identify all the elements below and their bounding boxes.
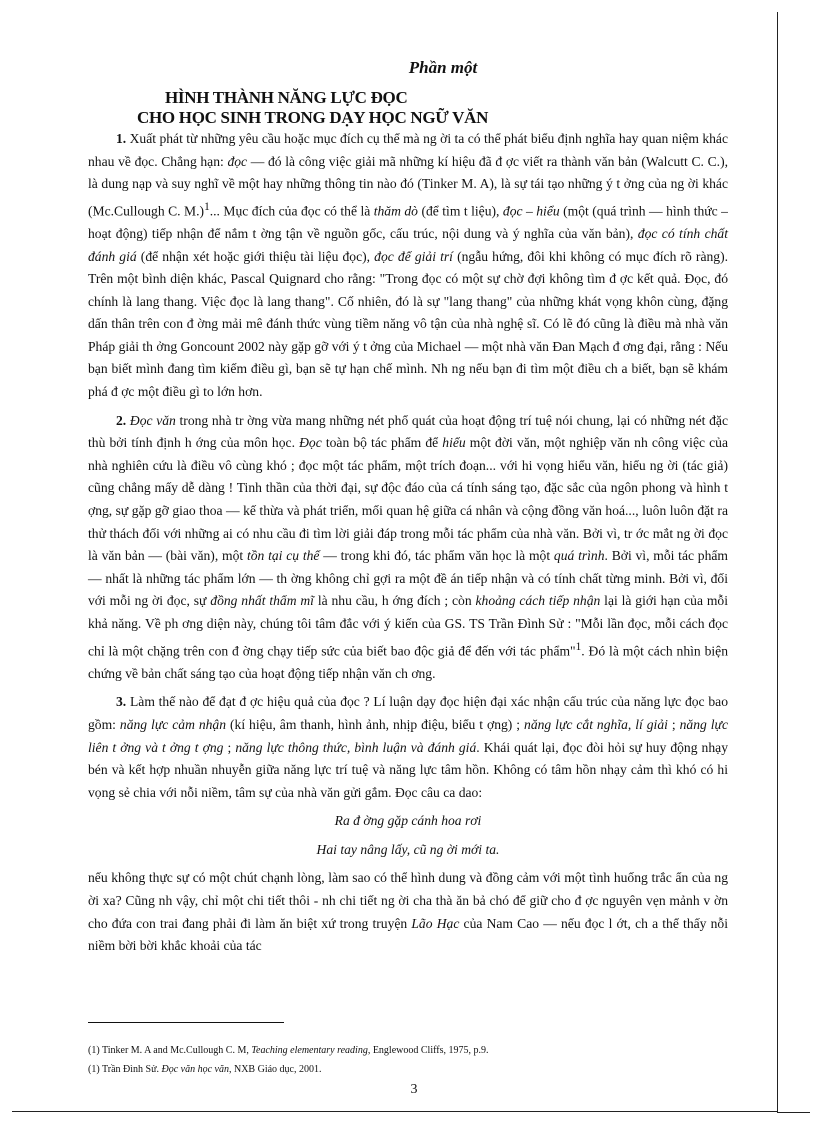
footnote-2 bbox=[88, 1063, 321, 1076]
emphasis: đọc – hiểu bbox=[502, 203, 560, 219]
footnote-ref[interactable]: 1 bbox=[204, 200, 210, 213]
footnote-text: (1) Trần Đình Sử. bbox=[88, 1064, 162, 1075]
section-number: 2. bbox=[116, 412, 127, 428]
emphasis: tồn tại cụ thể bbox=[246, 548, 320, 564]
body-text bbox=[88, 128, 728, 964]
text-run: (kí hiệu, âm thanh, hình ảnh, nhịp điệu, biểu t ợng) ; bbox=[226, 716, 525, 732]
part-heading: Phần một bbox=[408, 58, 478, 77]
text-run: toàn bộ tác phẩm để bbox=[321, 435, 443, 451]
verse-line-2: Hai tay nâng lấy, cũ ng ời mới ta. bbox=[316, 841, 500, 857]
text-run: nếu không thực sự có một chút chạnh lòng, làm sao có thể hình dung và đồng cảm với một tình huống trắc ẩn của ng ời xa? Cũng nh vậy, chỉ một chi tiết thôi - nh chi tiết ng ời cha thà ăn bả chó để giữ cho đ ợc nguyên vẹn mảnh v ờn cho đứa con trai đang phải đi làm ăn biệt xứ trong truyện bbox=[88, 870, 728, 931]
text-run: . Bởi vì, mỗi tác phẩm — nhất là những tác phẩm lớn — th ờng không chỉ gợi ra một đề án tiếp nhận và có tính chất từng minh. Bởi vì, đối với mỗi ng ời đọc, sự bbox=[88, 548, 728, 609]
text-run: ; bbox=[223, 739, 236, 755]
text-run: ; bbox=[667, 716, 680, 732]
text-run: (để tìm t liệu), bbox=[417, 203, 503, 219]
emphasis: đọc để giải trí bbox=[374, 248, 453, 264]
emphasis: khoảng cách tiếp nhận bbox=[475, 593, 601, 609]
paragraph-3-continued bbox=[88, 867, 728, 957]
emphasis: Đọc bbox=[299, 435, 322, 451]
text-run: Làm thế nào để đạt đ ợc hiệu quả của đọc ? Lí luận dạy đọc hiện đại xác nhận cấu trúc của năng lực đọc bao gồm: bbox=[88, 694, 728, 732]
text-run: — đó là công việc giải mã những kí hiệu đã đ ợc viết ra thành văn bản (Walcutt C. C.), là dung nạp và suy nghĩ về một hay những thông tin nào đó (Tinker M. A), là sự tái tạo những ý t ởng của ng ời khác (Mc.Cullough C. M.) bbox=[88, 153, 728, 219]
emphasis: Đọc văn bbox=[129, 412, 176, 428]
text-run: (ngẫu hứng, đôi khi không có mục đích rõ ràng). Trên một bình diện khác, Pascal Quignard cho rằng: "Trong đọc có một sự chờ đợi không tìm đ ợc kết quả. Đọc, đó chính là lang thang. Việc đọc là lang thang". Cố nhiên, đó là sự "lang thang" của những khát vọng khôn cùng, đặng dấn thân trên con đ ờng mải mê đánh thức vùng tiềm năng vô tận của nhà nghệ sĩ. Có lẽ đó cũng là điều mà nhà văn Pháp giải th ởng Goncount 2002 này gặp gỡ với ý t ởng của Michael — một nhà văn Đan Mạch đ ơng đại, rằng : Nếu bạn biết mình đang tìm kiếm điều gì, bạn sẽ tự hạn chế mình. Nh ng nếu bạn đi tìm một điều ch a biết, bạn sẽ khám phá đ ợc một điều gì to lớn hơn. bbox=[88, 248, 729, 400]
text-run: lại là giới hạn của mỗi khả năng. Về ph ơng diện này, chúng tôi tâm đắc với ý kiến của GS. TS Trần Đình Sử : "Mỗi lần đọc, mỗi cách đọc chỉ là một chặng trên con đ ờng chạy tiếp sức của biết bao độc giả để đến với tác phẩm" bbox=[88, 593, 729, 659]
text-run: ... Mục đích của đọc có thể là bbox=[209, 203, 374, 219]
emphasis: đồng nhất thẩm mĩ bbox=[210, 593, 314, 609]
emphasis: năng lực liên t ởng và t ởng t ợng bbox=[88, 716, 728, 755]
title-line-1: HÌNH THÀNH NĂNG LỰC ĐỌC bbox=[165, 88, 408, 107]
text-run: — trong khi đó, tác phẩm văn học là một bbox=[319, 548, 554, 564]
paragraph-3 bbox=[88, 691, 728, 804]
page-border-bottom bbox=[12, 1111, 778, 1112]
section-number: 1. bbox=[116, 131, 127, 146]
emphasis: thăm dò bbox=[373, 203, 418, 219]
footnote-text: , Englewood Cliffs, 1975, p.9. bbox=[367, 1045, 489, 1056]
text-run: Xuất phát từ những yêu cầu hoặc mục đích cụ thể mà ng ời ta có thể phát biểu định nghĩa hay quan niệm khác nhau về đọc. Chẳng hạn: bbox=[88, 131, 728, 169]
footnote-1 bbox=[88, 1044, 488, 1057]
verse-line-1: Ra đ ờng gặp cánh hoa rơi bbox=[334, 813, 482, 829]
emphasis: quá trình bbox=[553, 548, 605, 564]
section-number: 3. bbox=[116, 694, 127, 710]
footnote-text: (1) Tinker M. A and Mc.Cullough C. M, bbox=[88, 1045, 252, 1056]
emphasis: hiểu bbox=[442, 435, 466, 451]
paragraph-1 bbox=[88, 128, 728, 404]
text-run: . Khái quát lại, đọc đòi hỏi sự huy động nhạy bén và kết hợp nhuần nhuyễn giữa năng lực trí tuệ và năng lực tâm hồn. Không có tâm hồn nhạy cảm thì khó có hi vọng sẻ chia với nỗi niềm, tâm sự của nhà văn gửi gắm. Đọc câu ca dao: bbox=[88, 739, 728, 800]
footnote-text: , NXB Giáo dục, 2001. bbox=[228, 1064, 322, 1075]
page-number-text: 3 bbox=[410, 1082, 418, 1097]
emphasis: đọc bbox=[227, 153, 248, 169]
text-run: (một (quá trình — hình thức – hoạt động) tiếp nhận để nắm t ờng tận về nguồn gốc, cấu trúc, nội dung và ý nghĩa của văn bản), bbox=[88, 203, 728, 241]
footnote-title: Đọc văn học văn bbox=[161, 1064, 229, 1075]
emphasis: năng lực thông thức, bình luận và đánh giá bbox=[235, 739, 477, 755]
emphasis: đọc có tính chất đánh giá bbox=[88, 225, 728, 264]
title-line-2: CHO HỌC SINH TRONG DẠY HỌC NGỮ VĂN bbox=[137, 108, 489, 127]
paragraph-2 bbox=[88, 410, 728, 686]
footnote-separator bbox=[88, 1022, 284, 1023]
text-run: . Đó là một cách nhìn biện chứng về bản chất sáng tạo của hoạt động tiếp nhận văn ch ơng. bbox=[88, 643, 728, 681]
emphasis: Lão Hạc bbox=[411, 915, 460, 931]
footnote-ref[interactable]: 1 bbox=[575, 640, 582, 653]
text-run: (để nhận xét hoặc giới thiệu tài liệu đọc), bbox=[136, 248, 375, 264]
page-number bbox=[0, 1082, 816, 1098]
text-run: của Nam Cao — nếu đọc l ớt, ch a thể thấy nỗi niềm bời bời khắc khoải của tác bbox=[88, 915, 728, 954]
footnote-title: Teaching elementary reading bbox=[251, 1045, 368, 1056]
emphasis: năng lực cảm nhận bbox=[119, 716, 227, 732]
emphasis: năng lực cắt nghĩa, lí giải bbox=[524, 716, 668, 732]
page-border-right bbox=[777, 12, 810, 1113]
text-run: là nhu cầu, h ớng đích ; còn bbox=[313, 593, 476, 609]
text-run: trong nhà tr ờng vừa mang những nét phổ quát của hoạt động trí tuệ nói chung, lại có những nét đặc thù bởi tính định h ớng của môn học. bbox=[88, 412, 728, 451]
text-run: một đời văn, một nghiệp văn nh công việc của nhà nghiên cứu là điều vô cùng khó ; đọc một tác phẩm, một trích đoạn... với hi vọng hiểu văn, hiểu ng ời (tác giả) cũng chẳng mấy dễ dàng ! Tinh thần của thời đại, sự độc đáo của cá tính sáng tạo, đặc sắc của ngôn phong và hình t ợng, sự gặp gỡ giao thoa — kế thừa và phát triển, mối quan hệ giữa cá nhân và cộng đồng văn hoá..., luôn luôn đặt ra thử thách đối với những ai có nhu cầu đi tìm lời giải đáp trong mỗi tác phẩm của nhà văn. Bởi vì, tr ớc mắt ng ời đọc là văn bản — (bài văn), một bbox=[88, 435, 728, 564]
